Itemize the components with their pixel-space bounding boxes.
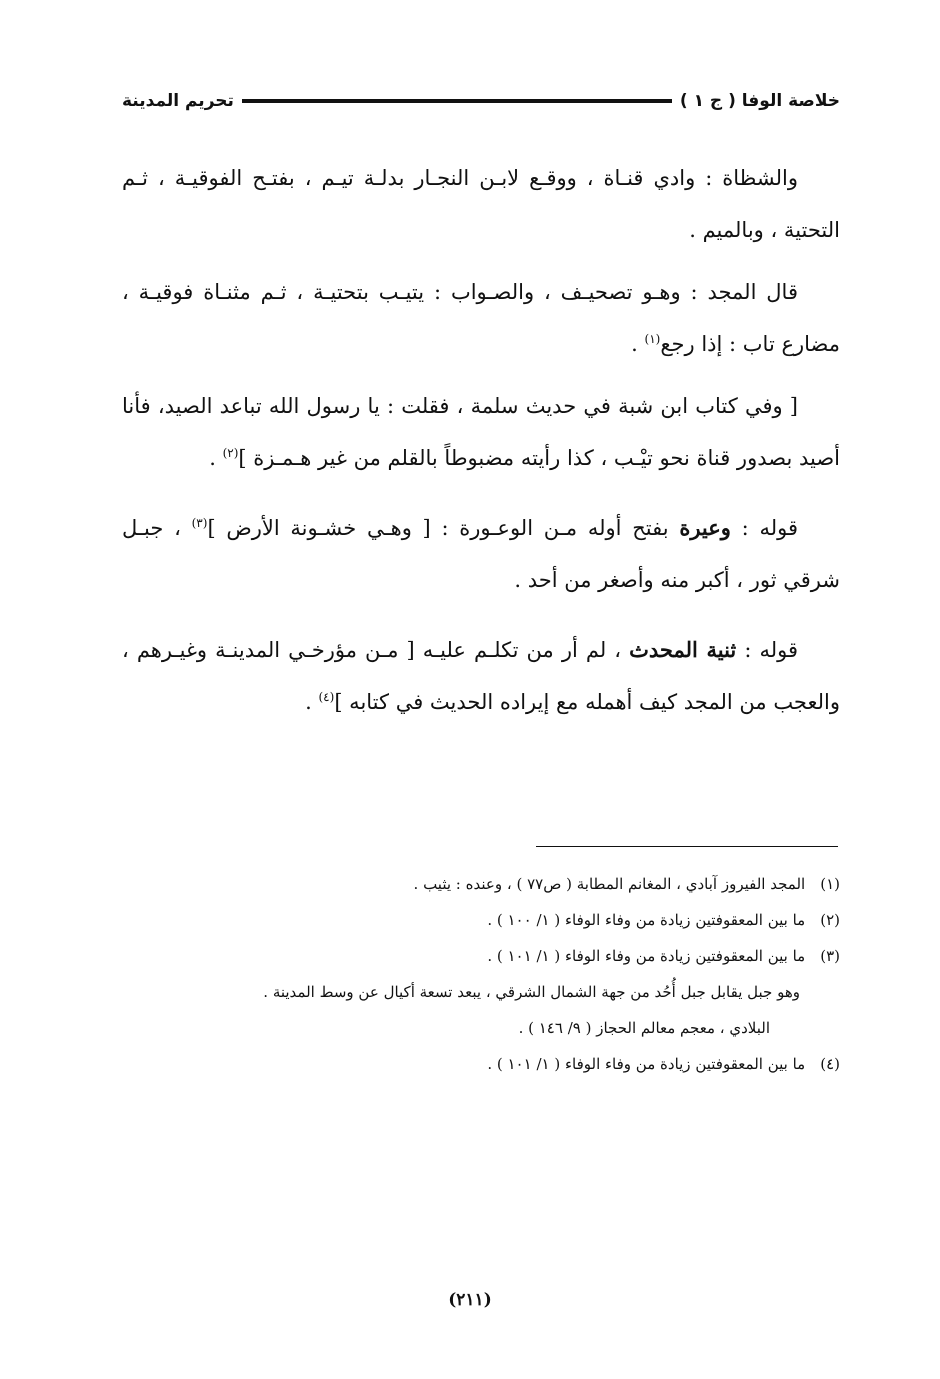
paragraph-1: والشظاة : وادي قنـاة ، ووقـع لابـن النجـار بدلـة تيـم ، بفتـح الفوقيـة ، ثـم التحتية ، وبالميم .: [122, 166, 840, 242]
footnote-ref-1: (١): [644, 332, 661, 346]
footnote-item: [140, 902, 840, 938]
paragraph-2-end: .: [631, 332, 645, 356]
paragraph-4-lead: قوله :: [730, 516, 798, 540]
footnote-text: ما بين المعقوفتين زيادة من وفاء الوفاء ( ١/ ١٠١ ) .: [487, 1055, 806, 1073]
paragraph-3-text: [ وفي كتاب ابن شبة في حديث سلمة ، فقلت : يا رسول الله تباعد الصيد، فأنا أصيد بصدور قناة نحو تيْـب ، كذا رأيته مضبوطاً بالقلم من غير هـمـزة ]: [122, 394, 840, 470]
page-number: (٢١١): [448, 1290, 492, 1310]
paragraph-2-text: قال المجد : وهـو تصحيـف ، والصـواب : يتيـب بتحتيـة ، ثـم مثنـاة فوقيـة ، مضارع تاب : إذا رجع: [122, 280, 840, 356]
paragraph-4-text: بفتح أوله مـن الوعـورة : [ وهـي خشـونة الأرض ]: [207, 516, 680, 540]
footnote-text: المجد الفيروز آبادي ، المغانم المطابة ( ص٧٧ ) ، وعنده : يثيب .: [413, 875, 806, 893]
footnote-continuation: [140, 974, 840, 1010]
footnote-item: [140, 1046, 840, 1082]
paragraph-4: [122, 502, 840, 606]
footnote-number: (١): [820, 875, 840, 893]
footnotes: [140, 866, 840, 1082]
paragraph-5: [122, 624, 840, 728]
footnote-text: وهو جبل يقابل جبل أُحُد من جهة الشمال الشرقي ، يبعد تسعة أكيال عن وسط المدينة .: [263, 983, 800, 1001]
footnote-text: ما بين المعقوفتين زيادة من وفاء الوفاء ( ١/ ١٠١ ) .: [487, 947, 806, 965]
footnote-item: [140, 866, 840, 902]
paragraph-2: [122, 266, 840, 370]
footnote-separator: [536, 846, 838, 847]
paragraph-5-keyword: ثنية المحدث: [629, 637, 737, 662]
footnote-ref-4: (٤): [318, 690, 335, 704]
main-text: [122, 152, 840, 738]
paragraph-5-end: .: [305, 690, 319, 714]
footnote-number: (٢): [820, 911, 840, 929]
paragraph-4-end: ، جبـل شرقي ثور ، أكبر منه وأصغر من أحد .: [122, 516, 840, 592]
header-rule: [242, 99, 672, 103]
footnote-item: [140, 938, 840, 974]
footnote-number: (٣): [820, 947, 840, 965]
paragraph-5-text: ، لم أر من تكلـم عليـه [ مـن مؤرخـي المدينـة وغيـرهم ، والعجب من المجد كيف أهمله مع إيراده الحديث في كتابه ]: [122, 638, 840, 714]
section-title: تحريم المدينة: [122, 91, 234, 111]
paragraph-3-end: .: [209, 446, 223, 470]
footnote-text: ما بين المعقوفتين زيادة من وفاء الوفاء ( ١/ ١٠٠ ) .: [487, 911, 806, 929]
footnote-number: (٤): [820, 1055, 840, 1073]
footnote-continuation: [140, 1010, 840, 1046]
footnote-text: البلادي ، معجم معالم الحجاز ( ٩/ ١٤٦ ) .: [518, 1019, 770, 1037]
paragraph-4-keyword: وعيرة: [679, 515, 731, 540]
paragraph-3: [122, 380, 840, 484]
paragraph-5-lead: قوله :: [736, 638, 798, 662]
footnote-ref-3: (٣): [191, 516, 208, 530]
running-header: [122, 88, 840, 114]
book-title: خلاصة الوفا ( ج ١ ): [679, 91, 840, 111]
footnote-ref-2: (٢): [222, 446, 239, 460]
